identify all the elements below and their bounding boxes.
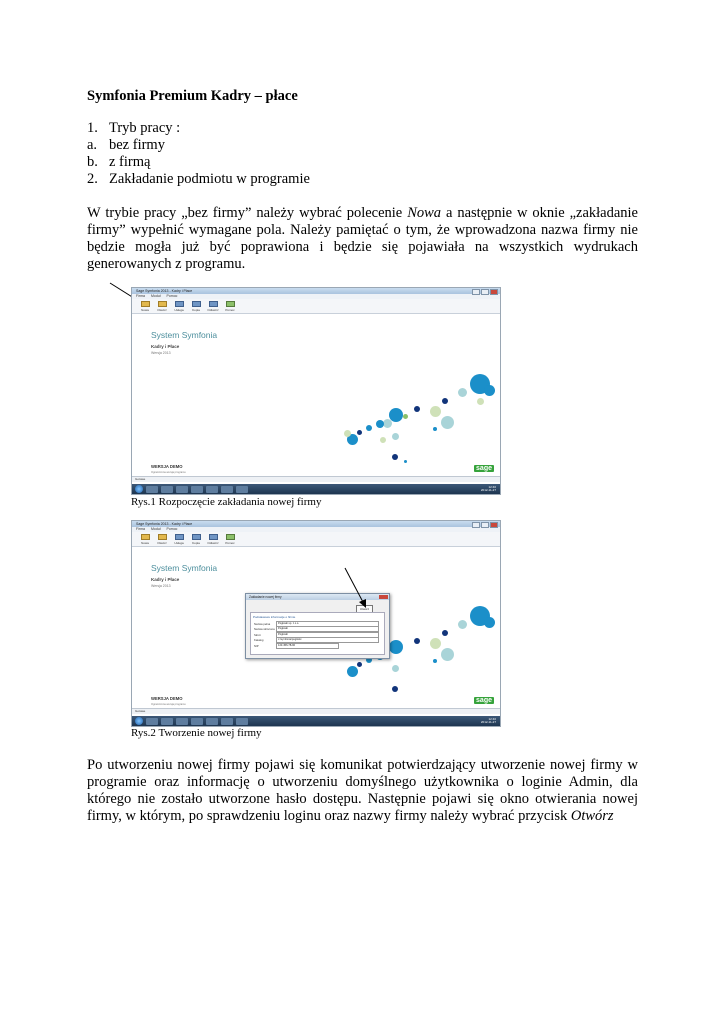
toolbar-label: Nowa bbox=[141, 540, 149, 545]
taskbar bbox=[132, 716, 500, 726]
button-name: Otwórz bbox=[570, 808, 614, 824]
restore-icon bbox=[209, 301, 218, 307]
list-marker: a. bbox=[87, 137, 98, 153]
taskbar-app[interactable] bbox=[221, 718, 233, 725]
toolbar bbox=[132, 532, 500, 547]
maximize-icon[interactable] bbox=[481, 522, 489, 528]
help-button[interactable] bbox=[223, 301, 237, 312]
toolbar-label: Nowa bbox=[141, 307, 149, 312]
figure-caption: Rys.1 Rozpoczęcie zakładania nowej firmy bbox=[131, 496, 322, 508]
help-icon bbox=[226, 534, 235, 540]
clock-date: 2012-11-27 bbox=[480, 720, 496, 724]
nip-field[interactable]: 123-456-78-90 bbox=[276, 643, 339, 649]
taskbar-app[interactable] bbox=[191, 718, 203, 725]
field-label: Skrót bbox=[254, 632, 261, 637]
version-label: Wersja 2013 bbox=[151, 584, 171, 588]
edition-label: WERSJA DEMO bbox=[151, 464, 183, 469]
list-item bbox=[87, 137, 310, 154]
list-text: bez firmy bbox=[109, 137, 165, 153]
company-form bbox=[250, 612, 385, 655]
menu-item-firma[interactable]: Firma bbox=[136, 527, 145, 531]
figure-caption: Rys.2 Tworzenie nowej firmy bbox=[131, 727, 262, 739]
restore-button[interactable] bbox=[206, 534, 220, 545]
taskbar bbox=[132, 484, 500, 494]
status-bar: Gotowe bbox=[132, 476, 500, 482]
full-name-field[interactable]: Pogłoski sp. z o.o. bbox=[276, 621, 379, 627]
app-name: System Symfonia bbox=[151, 330, 218, 340]
folder-open-icon bbox=[158, 534, 167, 540]
form-row bbox=[251, 643, 384, 649]
mode-list bbox=[87, 120, 310, 188]
service-button[interactable] bbox=[172, 534, 186, 545]
taskbar-app[interactable] bbox=[146, 486, 158, 493]
service-button[interactable] bbox=[172, 301, 186, 312]
toolbar-label: Usługa bbox=[174, 307, 184, 312]
clock-date: 2012-11-27 bbox=[480, 488, 496, 492]
field-label: Katalog bbox=[254, 638, 264, 643]
help-icon bbox=[226, 301, 235, 307]
taskbar-app[interactable] bbox=[206, 718, 218, 725]
form-group-title: Podstawowe informacje o firmie bbox=[253, 615, 296, 619]
intro-paragraph bbox=[87, 205, 638, 273]
taskbar-app[interactable] bbox=[146, 718, 158, 725]
toolbar-label: Usługa bbox=[174, 540, 184, 545]
minimize-icon[interactable] bbox=[472, 522, 480, 528]
abbreviation-field[interactable]: Pogłoski bbox=[276, 632, 379, 638]
brand-logo: sage bbox=[476, 697, 492, 704]
close-icon[interactable] bbox=[490, 522, 498, 528]
restore-icon bbox=[209, 534, 218, 540]
field-label: Nazwa skrócona bbox=[254, 627, 275, 632]
window-titlebar bbox=[132, 521, 500, 527]
list-text: Zakładanie podmiotu w programie bbox=[109, 171, 310, 187]
paragraph-text: a następnie w oknie „zakładanie firmy” wypełnić wymagane pola. Należy pamiętać o tym, że wprowadzona nazwa firmy nie będzie mogła już być poprawiona i będzie się pojawiała na wszystkich wydrukach generowanych z programu. bbox=[87, 205, 638, 272]
brand-logo: sage bbox=[476, 465, 492, 472]
module-name: Kadry i Płace bbox=[151, 344, 180, 349]
toolbar bbox=[132, 299, 500, 314]
edition-note: Ograniczona wersja programu bbox=[151, 471, 186, 474]
closing-paragraph bbox=[87, 757, 638, 825]
toolbar-label: Odtwórz bbox=[207, 540, 219, 545]
module-name: Kadry i Płace bbox=[151, 577, 180, 582]
toolbar-label: Otwórz bbox=[157, 540, 167, 545]
copy-button[interactable] bbox=[189, 534, 203, 545]
close-icon[interactable] bbox=[490, 289, 498, 295]
taskbar-app[interactable] bbox=[161, 486, 173, 493]
open-button[interactable] bbox=[155, 534, 169, 545]
start-icon[interactable] bbox=[135, 485, 143, 493]
edition-note: Ograniczona wersja programu bbox=[151, 703, 186, 706]
paragraph-text: Po utworzeniu nowej firmy pojawi się komunikat potwierdzający utworzenie nowej firmy w programie oraz informację o utworzeniu domyślnego użytkownika o loginie Admin, dla którego nie zostało utworzone hasło dostępu. Następnie pojawi się okno otwierania nowej firmy, w którym, po sprawdzeniu loginu oraz nazwy firmy należy wybrać przycisk bbox=[87, 757, 638, 824]
window-title: Sage Symfonia 2013 - Kadry i Płace bbox=[136, 289, 193, 293]
list-text: z firmą bbox=[109, 154, 151, 170]
toolbar-label: Otwórz bbox=[157, 307, 167, 312]
help-button[interactable] bbox=[223, 534, 237, 545]
list-marker: b. bbox=[87, 154, 98, 170]
copy-button[interactable] bbox=[189, 301, 203, 312]
page-title: Symfonia Premium Kadry – płace bbox=[87, 88, 298, 104]
menu-item-pomoc[interactable]: Pomoc bbox=[166, 527, 178, 531]
list-item bbox=[87, 154, 310, 171]
service-icon bbox=[175, 534, 184, 540]
service-icon bbox=[175, 301, 184, 307]
window-title: Sage Symfonia 2013 - Kadry i Płace bbox=[136, 522, 193, 526]
list-item bbox=[87, 171, 310, 188]
toolbar-label: Pomoc bbox=[225, 540, 235, 545]
list-marker: 1. bbox=[87, 120, 98, 136]
short-name-field[interactable]: Pogłoski bbox=[276, 626, 379, 632]
menu-item-pomoc[interactable]: Pomoc bbox=[166, 294, 178, 298]
clock bbox=[481, 486, 496, 493]
toolbar-label: Odtwórz bbox=[207, 307, 219, 312]
menu-item-modul[interactable]: Moduł bbox=[150, 527, 161, 531]
taskbar-app[interactable] bbox=[176, 718, 188, 725]
toolbar-label: Kopia bbox=[192, 540, 200, 545]
window-titlebar bbox=[132, 288, 500, 294]
screenshot-start-screen bbox=[131, 287, 501, 495]
taskbar-app[interactable] bbox=[236, 486, 248, 493]
screenshot-new-company bbox=[131, 520, 501, 727]
toolbar-label: Kopia bbox=[192, 307, 200, 312]
copy-icon bbox=[192, 534, 201, 540]
menu-item-firma[interactable]: Firma bbox=[136, 294, 145, 298]
folder-open-icon bbox=[158, 301, 167, 307]
taskbar-app[interactable] bbox=[236, 718, 248, 725]
status-bar: Gotowe bbox=[132, 708, 500, 714]
list-item bbox=[87, 120, 310, 137]
pointer-arrow bbox=[342, 566, 370, 610]
open-button[interactable] bbox=[155, 301, 169, 312]
create-button[interactable]: Utwórz bbox=[356, 605, 373, 613]
taskbar-app[interactable] bbox=[206, 486, 218, 493]
edition-label: WERSJA DEMO bbox=[151, 696, 183, 701]
field-label: Nazwa pełna bbox=[254, 621, 271, 626]
folder-icon bbox=[141, 301, 150, 307]
copy-icon bbox=[192, 301, 201, 307]
restore-button[interactable] bbox=[206, 301, 220, 312]
version-label: Wersja 2013 bbox=[151, 351, 171, 355]
app-name: System Symfonia bbox=[151, 563, 218, 573]
command-name: Nowa bbox=[407, 205, 442, 221]
directory-field[interactable]: c:\symfonia\pogloski bbox=[276, 637, 379, 643]
maximize-icon[interactable] bbox=[481, 289, 489, 295]
start-icon[interactable] bbox=[135, 717, 143, 725]
taskbar-app[interactable] bbox=[191, 486, 203, 493]
dialog-title: Zakładanie nowej firmy bbox=[249, 595, 282, 599]
list-text: Tryb pracy : bbox=[109, 120, 181, 136]
folder-icon bbox=[141, 534, 150, 540]
clock-time: 12:40 bbox=[488, 716, 496, 721]
field-label: NIP bbox=[254, 643, 259, 648]
paragraph-text: W trybie pracy „bez firmy” należy wybrać polecenie bbox=[87, 205, 408, 221]
close-icon[interactable] bbox=[379, 595, 388, 599]
new-button[interactable] bbox=[138, 301, 152, 312]
menu-item-modul[interactable]: Moduł bbox=[150, 294, 161, 298]
clock-time: 12:40 bbox=[488, 484, 496, 489]
list-marker: 2. bbox=[87, 171, 98, 187]
taskbar-app[interactable] bbox=[221, 486, 233, 493]
toolbar-label: Pomoc bbox=[225, 307, 235, 312]
taskbar-app[interactable] bbox=[176, 486, 188, 493]
taskbar-app[interactable] bbox=[161, 718, 173, 725]
minimize-icon[interactable] bbox=[472, 289, 480, 295]
clock bbox=[481, 718, 496, 725]
new-button[interactable] bbox=[138, 534, 152, 545]
